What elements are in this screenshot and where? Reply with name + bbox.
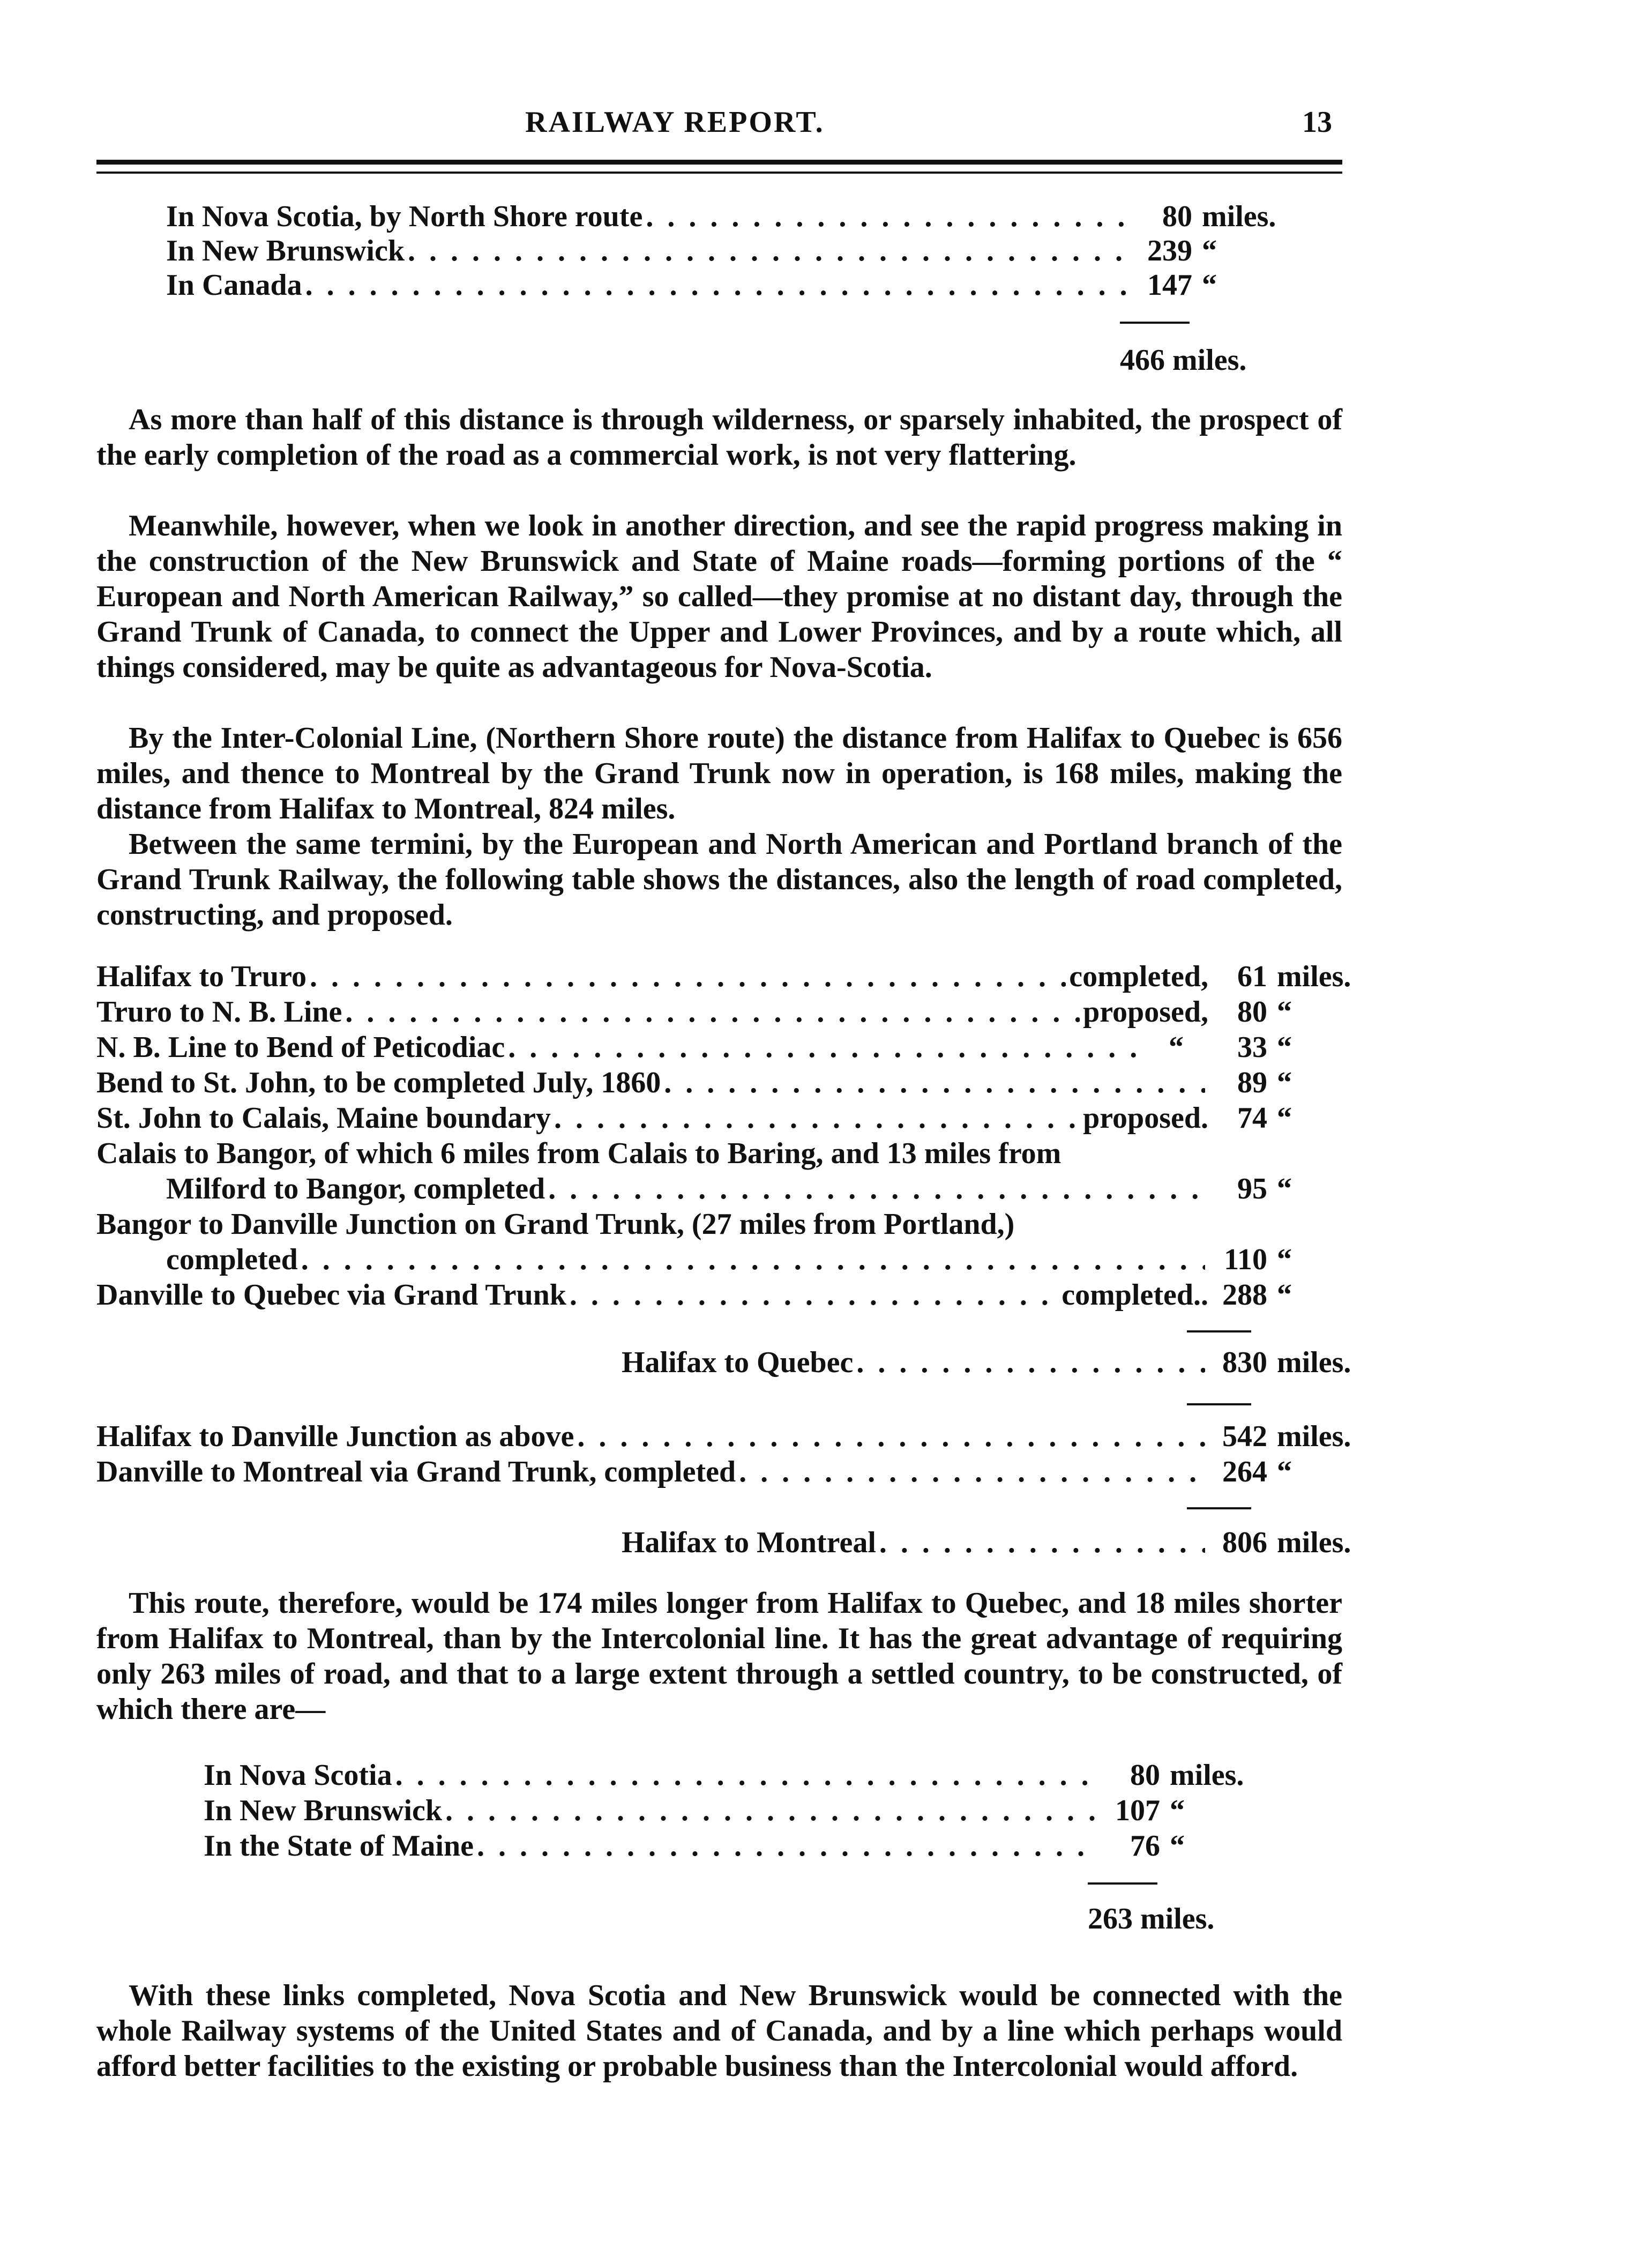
table-row: Bend to St. John, to be completed July, 1860 . . . 89 “ xyxy=(96,1066,1342,1100)
route-table-1-row: In Nova Scotia, by North Shore route . . . 80 miles. xyxy=(166,199,1267,234)
table-row: Bangor to Danville Junction on Grand Trunk, (27 miles from Portland,) xyxy=(96,1208,1015,1241)
sum-rule xyxy=(1187,1507,1251,1509)
sum-rule xyxy=(1187,1330,1251,1332)
table-row-continuation: completed . . . 110 “ xyxy=(166,1242,1342,1277)
paragraph: By the Inter-Colonial Line, (Northern Shore route) the distance from Halifax to Quebec is 656 miles, and thence to Montreal by the Grand Trunk now in operation, is 168 miles, making the distance from Halifax to Montreal, 824 miles. xyxy=(96,721,1342,825)
table-row: Halifax to Danville Junction as above . . . 542 miles. xyxy=(96,1419,1342,1454)
running-title: RAILWAY REPORT. xyxy=(525,106,825,139)
header-rule-thick xyxy=(96,160,1342,165)
montreal-total: Halifax to Montreal . . . 806 miles. xyxy=(622,1525,1342,1560)
route-table-1-row: In Canada . . . 147 “ xyxy=(166,268,1267,302)
paragraph: With these links completed, Nova Scotia and New Brunswick would be connected with the whole Railway systems of the United States and of Canada, and by a line which perhaps would afford better facilities to the existing or probable business than the Intercolonial would afford. xyxy=(96,1979,1342,2083)
table-row: Truro to N. B. Line . . . proposed, 80 “ xyxy=(96,995,1342,1029)
table-row: N. B. Line to Bend of Peticodiac . . . “ 33 “ xyxy=(96,1030,1342,1064)
table-row: Danville to Quebec via Grand Trunk . . . completed.. 288 “ xyxy=(96,1278,1342,1312)
paragraph: As more than half of this distance is through wilderness, or sparsely inhabited, the prospect of the early completion of the road as a commercial work, is not very flattering. xyxy=(96,403,1342,472)
paragraph: Meanwhile, however, when we look in another direction, and see the rapid progress making in the construction of the New Brunswick and State of Maine roads—forming portions of the “ European and North American Railway,” so called—they promise at no distant day, through the Grand Trunk of Canada, to connect the Upper and Lower Provinces, and by a route which, all things considered, may be quite as advantageous for Nova-Scotia. xyxy=(96,509,1342,684)
table-row: Calais to Bangor, of which 6 miles from Calais to Baring, and 13 miles from xyxy=(96,1137,1062,1170)
paragraph: Between the same termini, by the European and North American and Portland branch of the Grand Trunk Railway, the following table shows the distances, also the length of road completed, constructing, and proposed. xyxy=(96,828,1342,932)
table-row: Halifax to Truro . . . completed, 61 miles. xyxy=(96,959,1342,994)
table-row: St. John to Calais, Maine boundary . . . proposed. 74 “ xyxy=(96,1101,1342,1135)
route-table-2-row: In New Brunswick . . . 107 “ xyxy=(204,1793,1235,1828)
route-table-2-row: In Nova Scotia . . . 80 miles. xyxy=(204,1758,1235,1792)
route-table-2-row: In the State of Maine . . . 76 “ xyxy=(204,1829,1235,1863)
table-row-continuation: Milford to Bangor, completed . . . 95 “ xyxy=(166,1172,1342,1206)
route-table-1-row: In New Brunswick . . . 239 “ xyxy=(166,234,1267,268)
sum-rule xyxy=(1088,1882,1157,1885)
paragraph: This route, therefore, would be 174 miles longer from Halifax to Quebec, and 18 miles shorter from Halifax to Montreal, than by the Intercolonial line. It has the great advantage of requiring only 263 miles of road, and that to a large extent through a settled country, to be constructed, of which there are— xyxy=(96,1587,1342,1726)
page-number: 13 xyxy=(1302,106,1332,139)
sum-rule xyxy=(1120,322,1190,324)
route-table-1-total: 466 miles. xyxy=(1120,344,1247,377)
table-row: Danville to Montreal via Grand Trunk, completed . . . 264 “ xyxy=(96,1455,1342,1489)
route-table-2-total: 263 miles. xyxy=(1088,1902,1215,1935)
quebec-total: Halifax to Quebec . . . 830 miles. xyxy=(622,1345,1342,1380)
sum-rule xyxy=(1187,1403,1251,1405)
header-rule-thin xyxy=(96,172,1342,174)
